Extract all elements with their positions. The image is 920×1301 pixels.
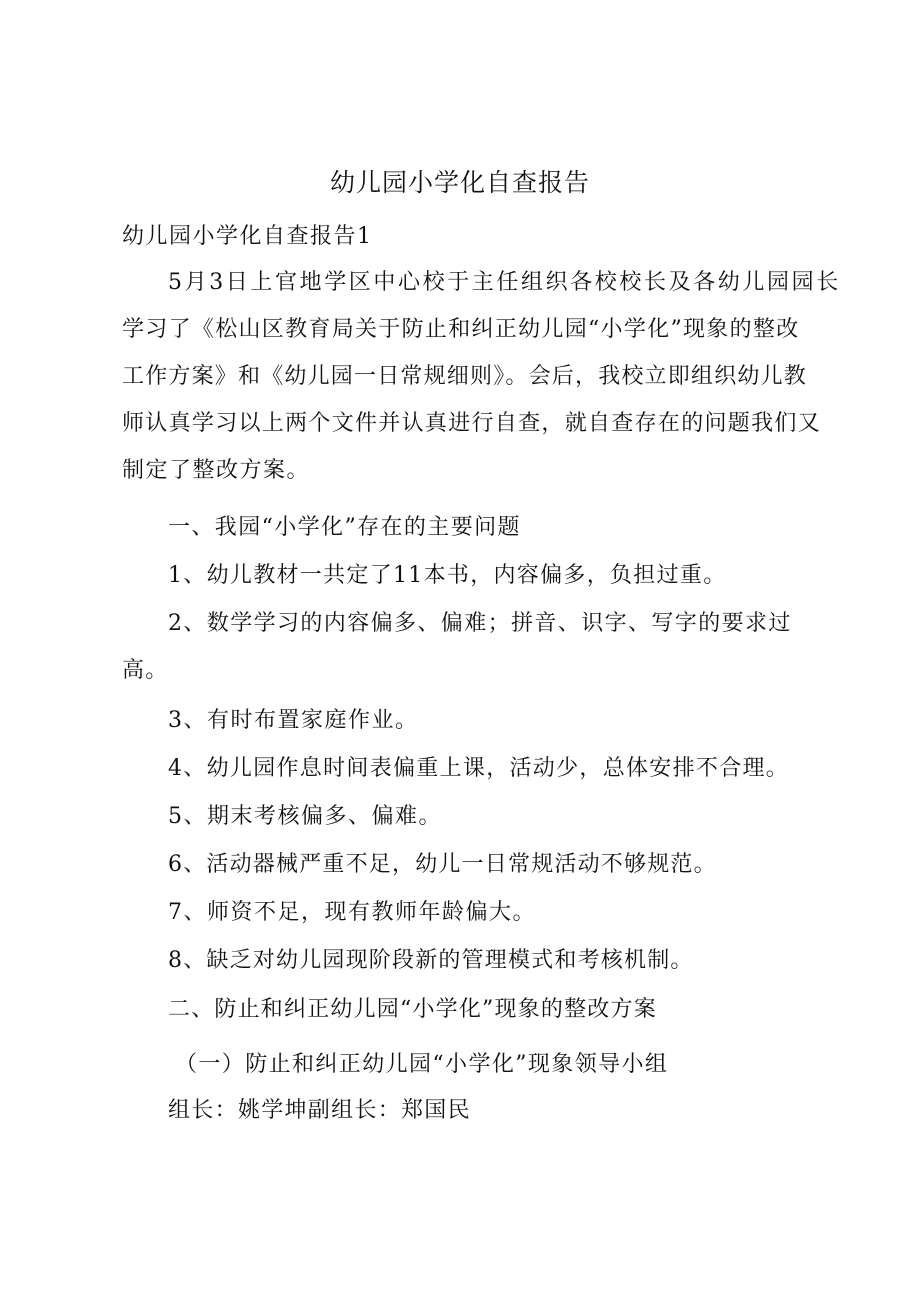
leaders-line: 组长：姚学坤副组长：郑国民 [168, 1098, 471, 1123]
intro-line: 工作方案》和《幼儿园一日常规细则》。会后，我校立即组织幼儿教 [122, 364, 808, 389]
document-title: 幼儿园小学化自查报告 [329, 168, 590, 197]
problem-item: 8、缺乏对幼儿园现阶段新的管理模式和考核机制。 [168, 948, 694, 973]
subsection-heading-leadership: （一）防止和纠正幼儿园“小学化”现象领导小组 [175, 1052, 669, 1077]
section-heading-problems: 一、我园“小学化”存在的主要问题 [168, 515, 521, 540]
section-heading-plan: 二、防止和纠正幼儿园“小学化”现象的整改方案 [168, 997, 657, 1022]
problem-item-continuation: 高。 [122, 658, 169, 683]
intro-line: 师认真学习以上两个文件并认真进行自查，就自查存在的问题我们又 [122, 411, 822, 436]
problem-item: 6、活动器械严重不足，幼儿一日常规活动不够规范。 [168, 852, 717, 877]
problem-item: 7、师资不足，现有教师年龄偏大。 [168, 900, 536, 925]
intro-line: 制定了整改方案。 [122, 458, 311, 483]
intro-line: 学习了《松山区教育局关于防止和纠正幼儿园“小学化”现象的整改 [122, 317, 800, 342]
problem-item: 2、数学学习的内容偏多、偏难；拼音、识字、写字的要求过 [168, 611, 792, 636]
problem-item: 4、幼儿园作息时间表偏重上课，活动少，总体安排不合理。 [168, 756, 790, 781]
problem-item: 1、幼儿教材一共定了11本书，内容偏多，负担过重。 [168, 563, 727, 588]
problem-item: 5、期末考核偏多、偏难。 [168, 804, 442, 829]
report-subtitle: 幼儿园小学化自查报告1 [122, 224, 373, 249]
problem-item: 3、有时布置家庭作业。 [168, 708, 419, 733]
intro-line: 5月3日上官地学区中心校于主任组织各校校长及各幼儿园园长 [168, 270, 841, 295]
